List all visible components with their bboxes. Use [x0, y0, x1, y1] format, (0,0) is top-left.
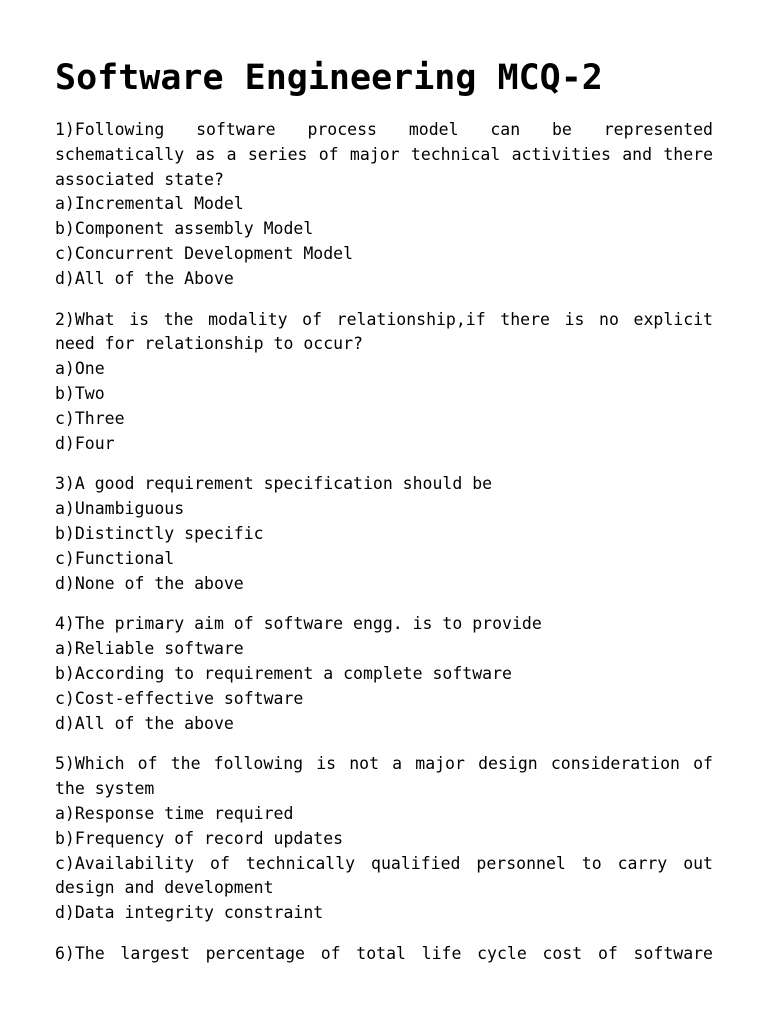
question-1 [55, 118, 713, 292]
option-c: c)Three [55, 408, 125, 428]
question-text: 2)What is the modality of relationship,if there is no explicit need for relationship to occur? [55, 309, 713, 354]
option-b: b)Distinctly specific [55, 523, 264, 543]
option-c: c)Availability of technically qualified personnel to carry out design and development [55, 853, 713, 898]
question-text: 1)Following software process model can be represented schematically as a series of major technical activities and there associated state? [55, 120, 713, 189]
option-c: c)Cost-effective software [55, 688, 304, 708]
question-text: 5)Which of the following is not a major design consideration of the system [55, 754, 713, 799]
question-5 [55, 752, 713, 926]
question-text: 4)The primary aim of software engg. is to provide [55, 614, 542, 634]
option-a: a)Unambiguous [55, 499, 185, 519]
question-3 [55, 472, 713, 596]
option-d: d)All of the above [55, 713, 234, 733]
option-b: b)Two [55, 383, 105, 403]
option-c: c)Concurrent Development Model [55, 243, 354, 263]
option-d: d)All of the Above [55, 268, 234, 288]
option-d: d)Data integrity constraint [55, 903, 324, 923]
option-b: b)Component assembly Model [55, 219, 314, 239]
option-d: d)None of the above [55, 573, 244, 593]
option-c: c)Functional [55, 548, 175, 568]
question-6 [55, 942, 713, 967]
option-b: b)Frequency of record updates [55, 828, 344, 848]
option-a: a)Incremental Model [55, 194, 244, 214]
option-a: a)One [55, 359, 105, 379]
document-title: Software Engineering MCQ-2 [55, 58, 603, 98]
option-a: a)Reliable software [55, 639, 244, 659]
question-text: 6)The largest percentage of total life cycle cost of software [55, 943, 713, 963]
question-text: 3)A good requirement specification should be [55, 474, 493, 494]
option-b: b)According to requirement a complete software [55, 663, 512, 683]
document-page [55, 56, 713, 983]
option-d: d)Four [55, 433, 115, 453]
question-4 [55, 612, 713, 736]
question-2 [55, 308, 713, 457]
option-a: a)Response time required [55, 803, 294, 823]
